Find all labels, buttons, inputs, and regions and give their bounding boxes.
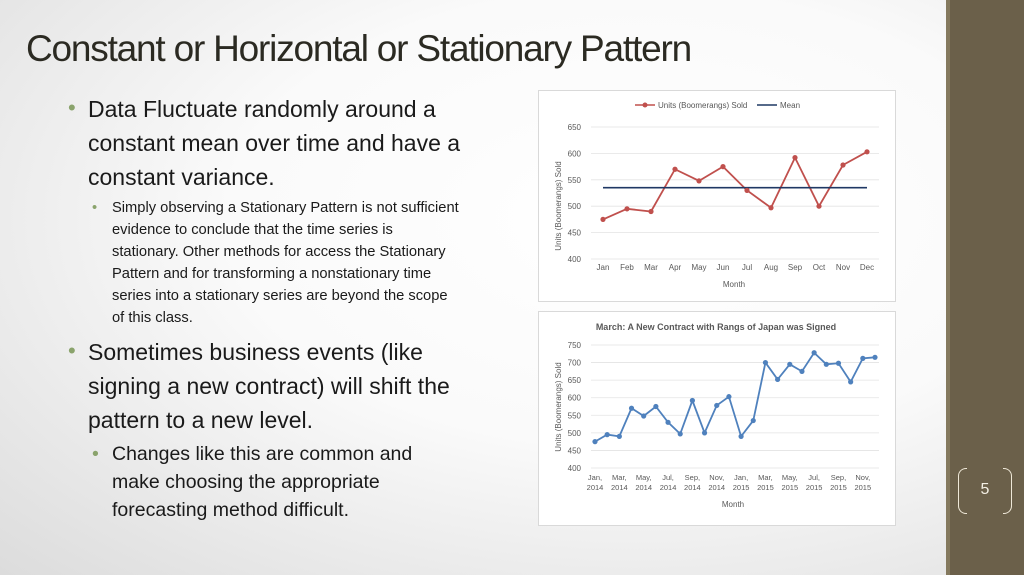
x-tick-label: Dec	[859, 263, 875, 272]
data-point	[629, 406, 634, 411]
y-tick-label: 500	[567, 428, 581, 438]
x-tick-label-month: Jul,	[808, 473, 820, 482]
sub-bullet-business-events: • Changes like this are common and make choosing the appropriate forecasting method difficult.	[88, 440, 463, 524]
legend-label-mean: Mean	[780, 101, 801, 110]
chart-contract-sales	[538, 311, 896, 526]
data-point	[787, 362, 792, 367]
data-point	[792, 155, 797, 160]
y-tick-label: 600	[567, 149, 581, 159]
chart-monthly-sales	[538, 90, 896, 302]
x-tick-label-year: 2015	[732, 483, 750, 492]
x-tick-label-year: 2015	[805, 483, 823, 492]
data-point	[648, 209, 653, 214]
data-point	[768, 205, 773, 210]
y-tick-label: 500	[567, 202, 581, 212]
x-tick-label: Jul	[741, 263, 753, 272]
series-line-units-sold	[603, 152, 867, 220]
x-tick-label-month: Jul,	[662, 473, 674, 482]
x-tick-label-year: 2015	[757, 483, 774, 492]
data-point	[600, 217, 605, 222]
x-tick-label-month: Jan,	[733, 473, 749, 482]
legend-marker-units-sold	[643, 103, 648, 108]
data-point	[696, 178, 701, 183]
x-tick-label-month: Mar,	[758, 473, 773, 482]
x-tick-label-month: May,	[635, 473, 652, 482]
x-tick-label-year: 2014	[611, 483, 628, 492]
y-tick-label: 450	[567, 228, 581, 238]
y-tick-label: 650	[567, 376, 581, 386]
sub-bullet-stationary: • Simply observing a Stationary Pattern is not sufficient evidence to conclude that the time series is stationary. Other methods for access the Stationary Pattern and for transforming a nonstationary time series into a stationary series are beyond the scope of this class.	[88, 197, 463, 329]
y-tick-label: 650	[567, 123, 581, 132]
data-point	[751, 418, 756, 423]
x-tick-label-year: 2015	[830, 483, 847, 492]
data-point	[720, 164, 725, 169]
x-tick-label: Nov	[835, 263, 851, 272]
bullet-list	[68, 92, 463, 530]
data-point	[763, 360, 768, 365]
data-point	[617, 434, 622, 439]
x-tick-label: Oct	[812, 263, 826, 272]
x-tick-label-year: 2014	[635, 483, 653, 492]
y-axis-label: Units (Boomerangs) Sold	[554, 161, 563, 251]
data-point	[605, 432, 610, 437]
data-point	[812, 350, 817, 355]
y-tick-label: 400	[567, 255, 581, 264]
x-tick-label-month: Nov,	[709, 473, 725, 482]
data-point	[592, 439, 597, 444]
x-tick-label: Feb	[620, 263, 634, 272]
y-tick-label: 550	[567, 411, 581, 421]
x-tick-label-month: Nov,	[855, 473, 871, 482]
x-tick-label: Apr	[668, 263, 682, 272]
page-number-badge	[958, 468, 1012, 514]
y-tick-label: 550	[567, 175, 581, 185]
data-point	[665, 420, 670, 425]
data-point	[624, 206, 629, 211]
x-tick-label-month: Mar,	[612, 473, 627, 482]
data-point	[744, 188, 749, 193]
y-tick-label: 750	[567, 341, 581, 350]
x-tick-label-month: Sep,	[830, 473, 847, 482]
data-point	[824, 362, 829, 367]
x-tick-label: Aug	[763, 263, 779, 272]
x-tick-label-year: 2015	[854, 483, 872, 492]
x-tick-label-year: 2014	[659, 483, 677, 492]
chart-contract-sales-svg	[539, 312, 895, 525]
data-point	[702, 430, 707, 435]
data-point	[726, 394, 731, 399]
slide-title: Constant or Horizontal or Stationary Pattern	[26, 28, 691, 69]
x-tick-label: Jan	[596, 263, 610, 272]
y-tick-label: 600	[567, 393, 581, 403]
data-point	[848, 379, 853, 384]
x-tick-label: May	[691, 263, 707, 272]
y-tick-label: 450	[567, 446, 581, 456]
x-axis-label: Month	[722, 280, 746, 289]
data-point	[799, 369, 804, 374]
data-point	[641, 413, 646, 418]
data-point	[690, 398, 695, 403]
data-point	[840, 162, 845, 167]
x-tick-label: Sep	[787, 263, 803, 272]
x-tick-label-month: May,	[781, 473, 798, 482]
data-point	[653, 404, 658, 409]
x-tick-label-year: 2014	[708, 483, 726, 492]
chart-monthly-sales-svg	[539, 91, 895, 301]
data-point	[775, 377, 780, 382]
page-number: 5	[980, 481, 990, 498]
y-tick-label: 400	[567, 464, 581, 473]
data-point	[872, 355, 877, 360]
data-point	[738, 434, 743, 439]
y-axis-label: Units (Boomerangs) Sold	[554, 362, 563, 452]
chart-title: March: A New Contract with Rangs of Japan was Signed	[595, 322, 837, 332]
y-tick-label: 700	[567, 358, 581, 368]
data-point	[864, 149, 869, 154]
data-point	[678, 431, 683, 436]
x-tick-label-year: 2015	[781, 483, 799, 492]
x-tick-label: Mar	[644, 263, 658, 272]
series-line-units-sold	[595, 353, 875, 442]
x-tick-label-year: 2014	[586, 483, 604, 492]
data-point	[672, 167, 677, 172]
data-point	[816, 204, 821, 209]
x-tick-label-year: 2014	[684, 483, 701, 492]
data-point	[836, 361, 841, 366]
x-tick-label: Jun	[716, 263, 730, 272]
bullet-stationary: • Data Fluctuate randomly around a constant mean over time and have a constant variance.	[68, 92, 463, 194]
data-point	[860, 356, 865, 361]
legend-label-units-sold: Units (Boomerangs) Sold	[658, 101, 748, 110]
x-tick-label-month: Sep,	[684, 473, 701, 482]
bullet-business-events: • Sometimes business events (like signing a new contract) will shift the pattern to a new level.	[68, 335, 463, 437]
data-point	[714, 403, 719, 408]
x-axis-label: Month	[721, 500, 745, 509]
x-tick-label-month: Jan,	[587, 473, 603, 482]
